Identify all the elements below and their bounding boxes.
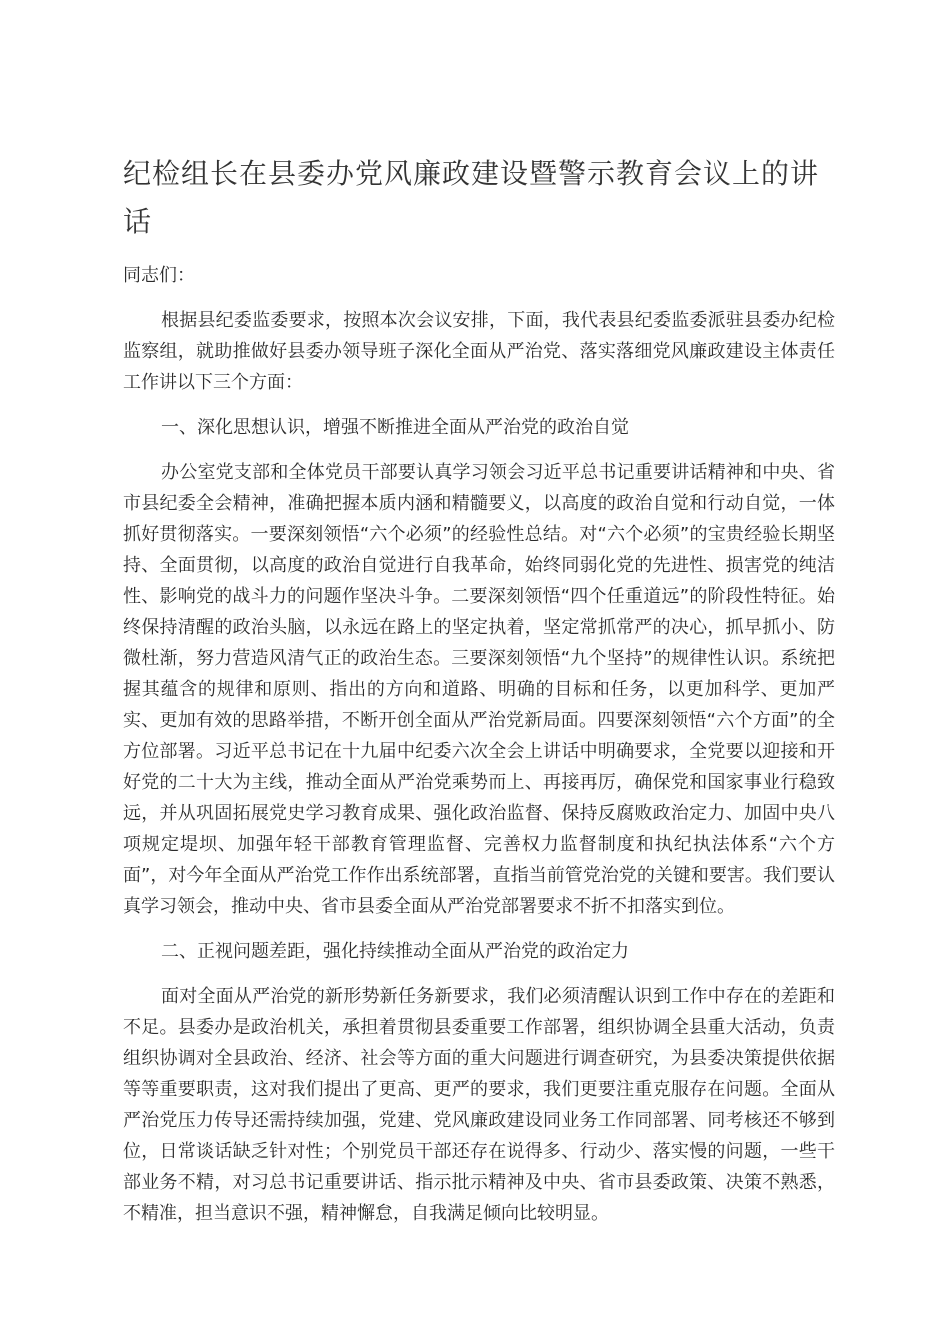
paragraph-section-2: 面对全面从严治党的新形势新任务新要求，我们必须清醒认识到工作中存在的差距和不足。县委办是政治机关，承担着贯彻县委重要工作部署，组织协调全县重大活动，负责组织协调对全县政治、经济、社会等方面的重大问题进行调查研究，为县委决策提供依据等等重要职责，这对我们提出了更高、更严的要求，我们更要注重克服存在问题。全面从严治党压力传导还需持续加强，党建、党风廉政建设同业务工作同部署、同考核还不够到位，日常谈话缺乏针对性；个别党员干部还存在说得多、行动少、落实慢的问题，一些干部业务不精，对习总书记重要讲话、指示批示精神及中央、省市县委政策、决策不熟悉，不精准，担当意识不强，精神懈怠，自我满足倾向比较明显。 bbox=[123, 986, 835, 1224]
greeting: 同志们： bbox=[123, 265, 195, 286]
document-page bbox=[123, 150, 835, 1243]
section-heading-2: 二、正视问题差距，强化持续推动全面从严治党的政治定力 bbox=[161, 941, 629, 962]
paragraph-section-1: 办公室党支部和全体党员干部要认真学习领会习近平总书记重要讲话精神和中央、省市县纪委全会精神，准确把握本质内涵和精髓要义，以高度的政治自觉和行动自觉，一体抓好贯彻落实。一要深刻领悟“六个必须”的经验性总结。对“六个必须”的宝贵经验长期坚持、全面贯彻，以高度的政治自觉进行自我革命，始终同弱化党的先进性、损害党的纯洁性、影响党的战斗力的问题作坚决斗争。二要深刻领悟“四个任重道远”的阶段性特征。始终保持清醒的政治头脑，以永远在路上的坚定执着，坚定常抓常严的决心，抓早抓小、防微杜渐，努力营造风清气正的政治生态。三要深刻领悟“九个坚持”的规律性认识。系统把握其蕴含的规律和原则、指出的方向和道路、明确的目标和任务，以更加科学、更加严实、更加有效的思路举措，不断开创全面从严治党新局面。四要深刻领悟“六个方面”的全方位部署。习近平总书记在十九届中纪委六次全会上讲话中明确要求，全党要以迎接和开好党的二十大为主线，推动全面从严治党乘势而上、再接再厉，确保党和国家事业行稳致远，并从巩固拓展党史学习教育成果、强化政治监督、保持反腐败政治定力、加固中央八项规定堤坝、加强年轻干部教育管理监督、完善权力监督制度和执纪执法体系“六个方面”，对今年全面从严治党工作作出系统部署，直指当前管党治党的关键和要害。我们要认真学习领会，推动中央、省市县委全面从严治党部署要求不折不扣落实到位。 bbox=[123, 462, 835, 917]
paragraph-intro: 根据县纪委监委要求，按照本次会议安排，下面，我代表县纪委监委派驻县委办纪检监察组，就助推做好县委办领导班子深化全面从严治党、落实落细党风廉政建设主体责任工作讲以下三个方面： bbox=[123, 310, 835, 393]
section-heading-1: 一、深化思想认识，增强不断推进全面从严治党的政治自觉 bbox=[161, 417, 629, 438]
document-title: 纪检组长在县委办党风廉政建设暨警示教育会议上的讲话 bbox=[123, 157, 820, 238]
